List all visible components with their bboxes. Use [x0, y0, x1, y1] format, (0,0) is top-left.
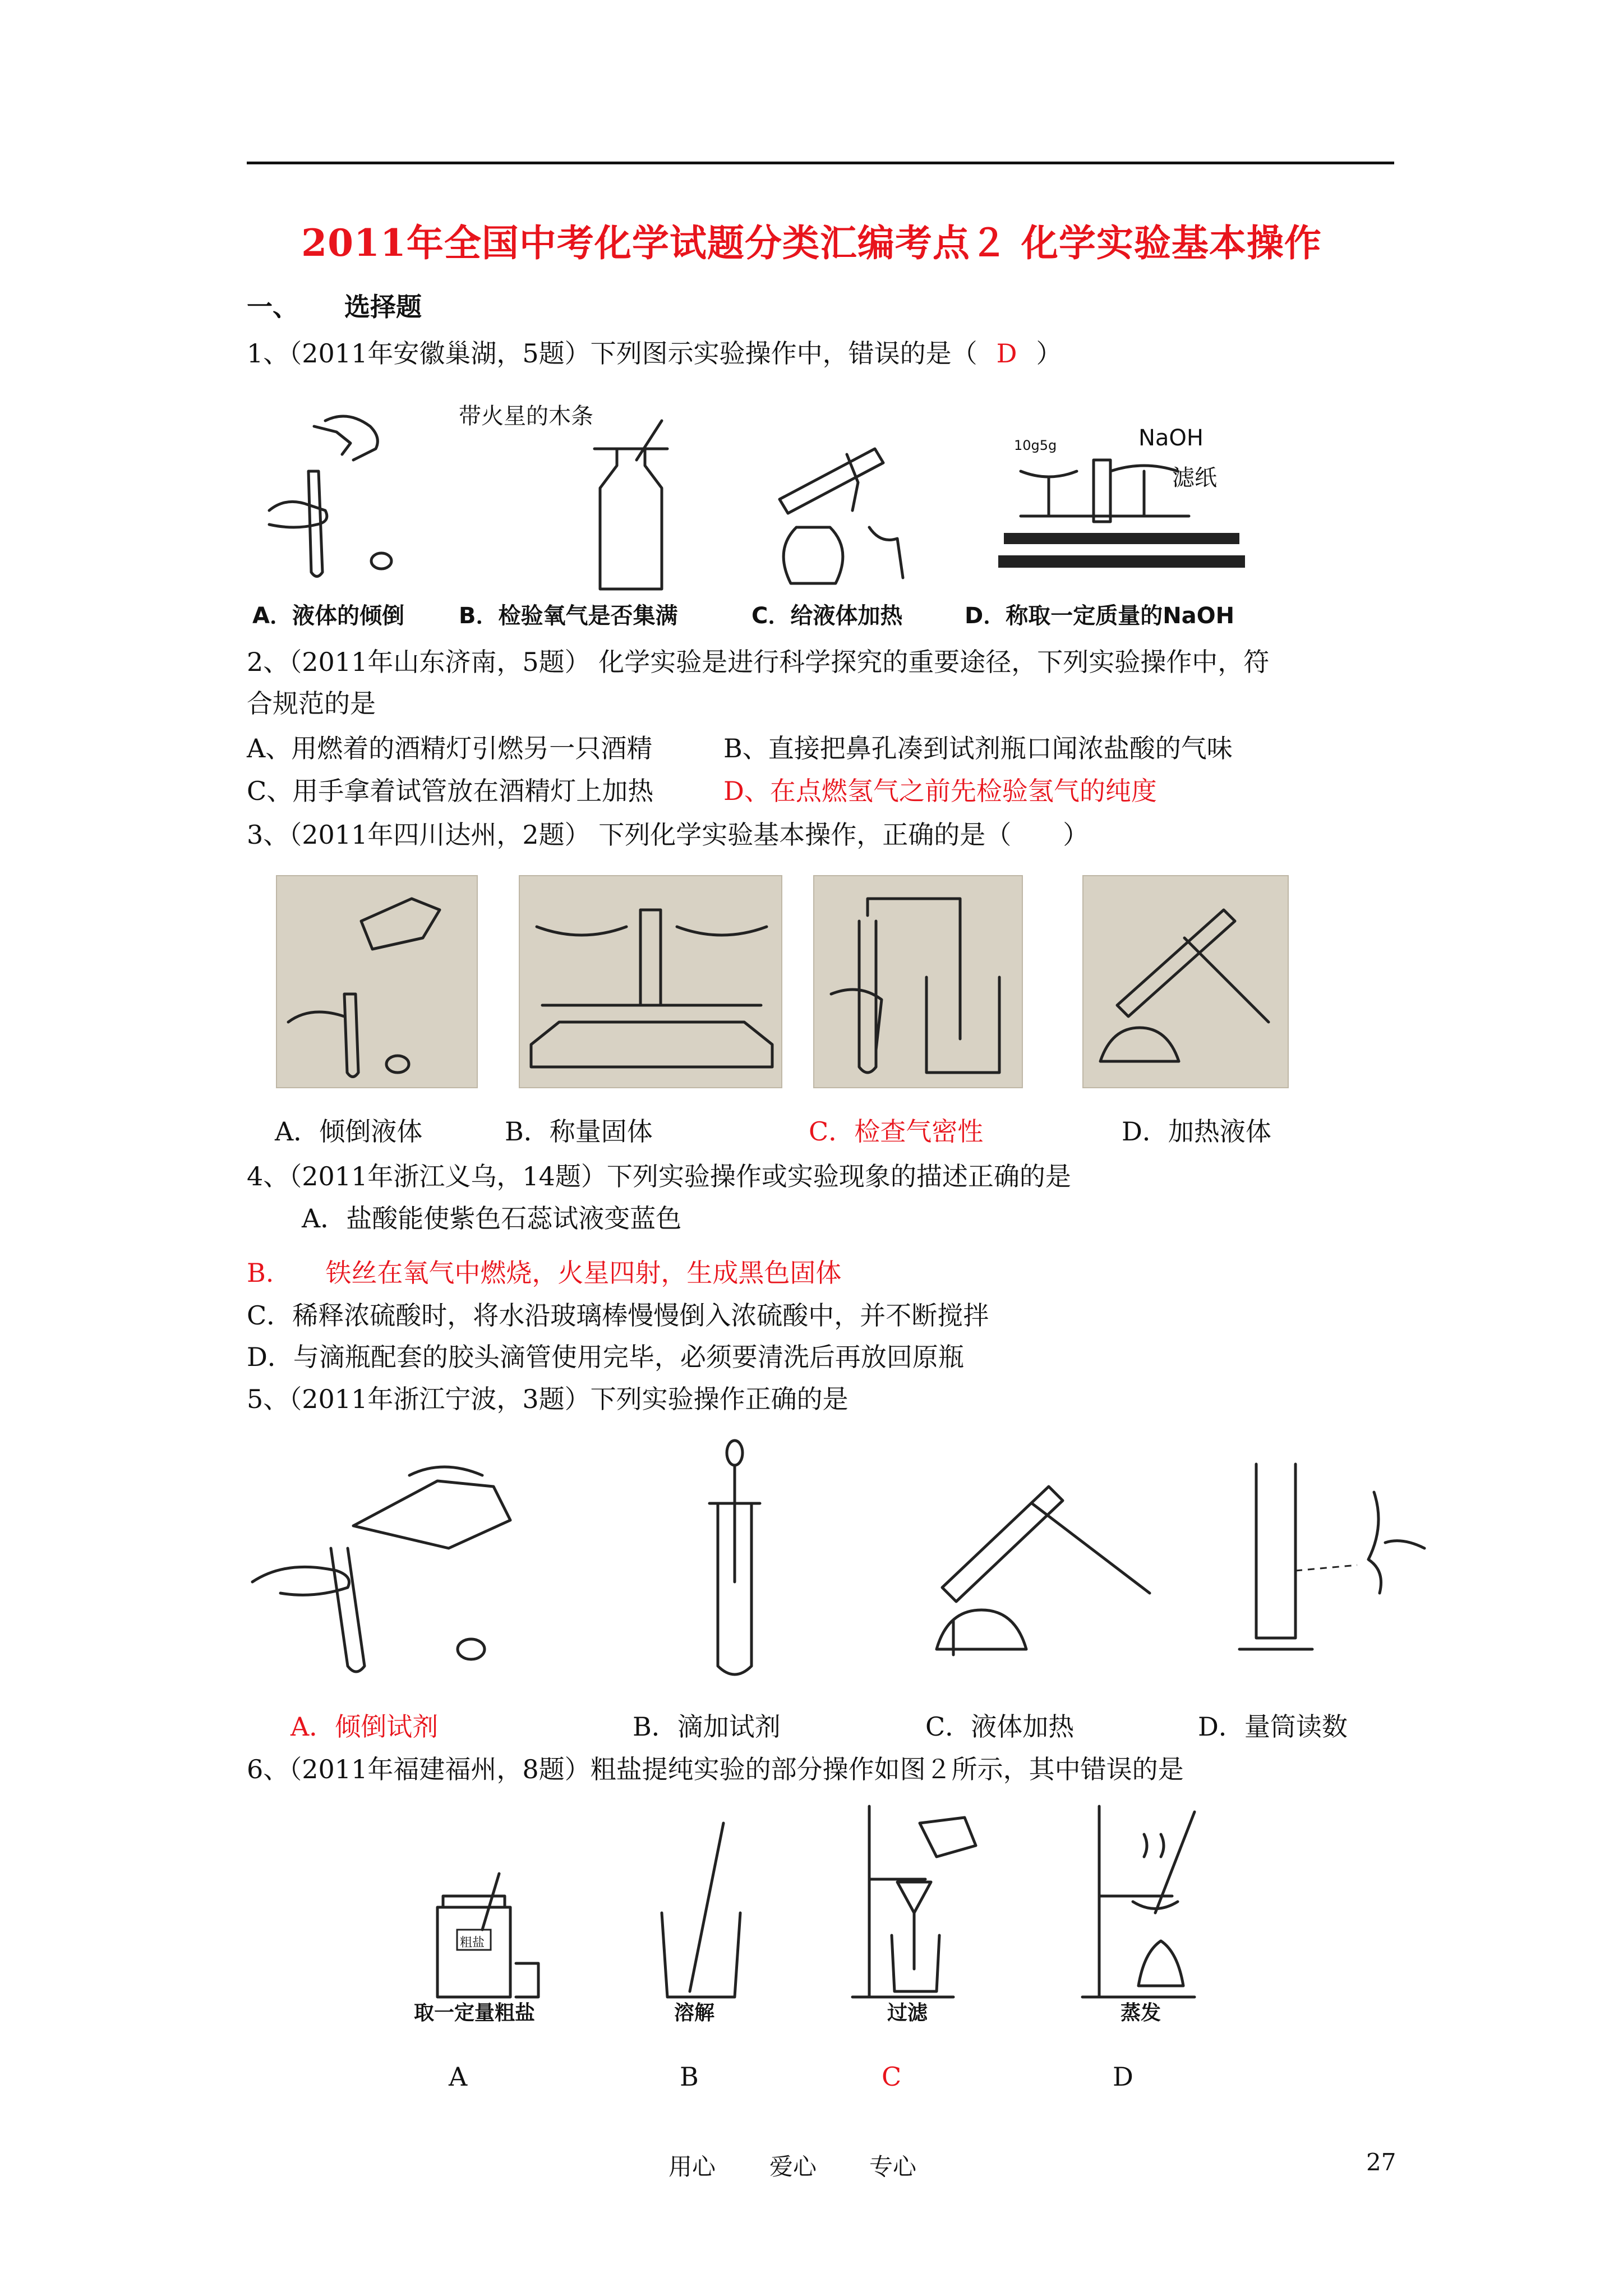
q3-text: 3、（2011年四川达州，2题） 下列化学实验基本操作，正确的是（ ） — [247, 820, 1089, 850]
header-rule — [247, 162, 1394, 164]
q1-answer: D — [996, 338, 1017, 369]
q2-line2: 合规范的是 — [247, 688, 376, 719]
q3-photo-c — [813, 875, 1023, 1088]
q5-label-a: A．倾倒试剂 — [291, 1711, 439, 1742]
q3-photo-d — [1082, 875, 1289, 1088]
q1-text: 1、（2011年安徽巢湖，5题）下列图示实验操作中，错误的是（ D ） — [247, 338, 1062, 369]
page-title: 2011年全国中考化学试题分类汇编考点２ 化学实验基本操作 — [301, 221, 1322, 265]
q1-fig-d-chem: NaOH — [1138, 425, 1204, 451]
q1-fig-a-pouring — [252, 404, 454, 583]
q6-label-b: 溶解 — [674, 2001, 715, 2024]
q2-opt-b: B、直接把鼻孔凑到试剂瓶口闻浓盐酸的气味 — [723, 733, 1233, 763]
q1-fig-d-balance — [998, 449, 1245, 583]
q6-label-c: 过滤 — [887, 2001, 928, 2024]
section-title: 选择题 — [344, 292, 422, 322]
q5-label-d: D．量筒读数 — [1198, 1711, 1348, 1742]
q2-opt-d: D、在点燃氢气之前先检验氢气的纯度 — [723, 776, 1157, 806]
footer-item-1: 用心 — [668, 2153, 716, 2180]
q2-line1: 2、（2011年山东济南，5题） 化学实验是进行科学探究的重要途径，下列实验操作中，符 — [247, 647, 1270, 677]
q6-letter-d: D — [1113, 2062, 1133, 2092]
q6-jar-label: 粗盐 — [460, 1936, 485, 1950]
q2-opt-a: A、用燃着的酒精灯引燃另一只酒精 — [247, 733, 653, 763]
q2-opt-c: C、用手拿着试管放在酒精灯上加热 — [247, 776, 654, 806]
q5-fig-d-cylinder — [1234, 1458, 1436, 1666]
q1-label-a: A．液体的倾倒 — [252, 603, 404, 629]
q1-label-d: D．称取一定质量的NaOH — [965, 603, 1235, 629]
q4-opt-d: D．与滴瓶配套的胶头滴管使用完毕，必须要清洗后再放回原瓶 — [247, 1342, 964, 1372]
q3-label-a: A．倾倒液体 — [275, 1116, 423, 1147]
q3-label-c: C．检查气密性 — [809, 1116, 984, 1147]
q5-text: 5、（2011年浙江宁波，3题）下列实验操作正确的是 — [247, 1384, 849, 1414]
q4-opt-b: B. 铁丝在氧气中燃烧，火星四射，生成黑色固体 — [247, 1258, 842, 1288]
footer-item-2: 爱心 — [769, 2153, 817, 2180]
q1-fig-b-gas-bottle — [583, 426, 695, 595]
q6-letter-c: C — [882, 2062, 902, 2092]
section-number: 一、 — [247, 292, 298, 322]
q1-fig-c-heating — [763, 415, 942, 595]
q4-opt-a: A．盐酸能使紫色石蕊试液变蓝色 — [302, 1203, 682, 1234]
q5-label-b: B．滴加试剂 — [633, 1711, 781, 1742]
q1-fig-d-paper: 滤纸 — [1172, 465, 1217, 491]
q1-label-c: C．给液体加热 — [751, 603, 903, 629]
q1-fig-d-weights: 10g5g — [1014, 438, 1057, 453]
q6-fig-c-filtering — [852, 1801, 981, 2008]
q4-opt-c: C．稀释浓硫酸时，将水沿玻璃棒慢慢倒入浓硫酸中，并不断搅拌 — [247, 1300, 989, 1331]
q4-text: 4、（2011年浙江义乌，14题）下列实验操作或实验现象的描述正确的是 — [247, 1161, 1071, 1191]
q5-label-c: C．液体加热 — [925, 1711, 1075, 1742]
q6-label-a: 取一定量粗盐 — [414, 2001, 536, 2024]
q1-label-b: B．检验氧气是否集满 — [459, 603, 678, 629]
q6-text: 6、（2011年福建福州，8题）粗盐提纯实验的部分操作如图２所示，其中错误的是 — [247, 1754, 1184, 1784]
q1-fig-b-annotation: 带火星的木条 — [459, 403, 593, 429]
q3-photo-b — [519, 875, 782, 1088]
q6-fig-b-dissolving — [656, 1823, 746, 2008]
footer-item-3: 专心 — [869, 2153, 917, 2180]
page-number: 27 — [1366, 2148, 1396, 2176]
q3-label-b: B．称量固体 — [505, 1116, 653, 1147]
q5-fig-b-dropper — [695, 1436, 774, 1683]
q6-label-d: 蒸发 — [1121, 2001, 1161, 2024]
q5-fig-a-pouring — [247, 1458, 538, 1683]
q6-letter-b: B — [680, 2062, 699, 2092]
q6-letter-a: A — [449, 2062, 468, 2092]
q3-photo-a — [276, 875, 478, 1088]
q6-fig-d-evaporating — [1082, 1801, 1211, 2008]
q3-label-d: D．加热液体 — [1122, 1116, 1271, 1147]
q5-fig-c-heating — [920, 1453, 1161, 1666]
